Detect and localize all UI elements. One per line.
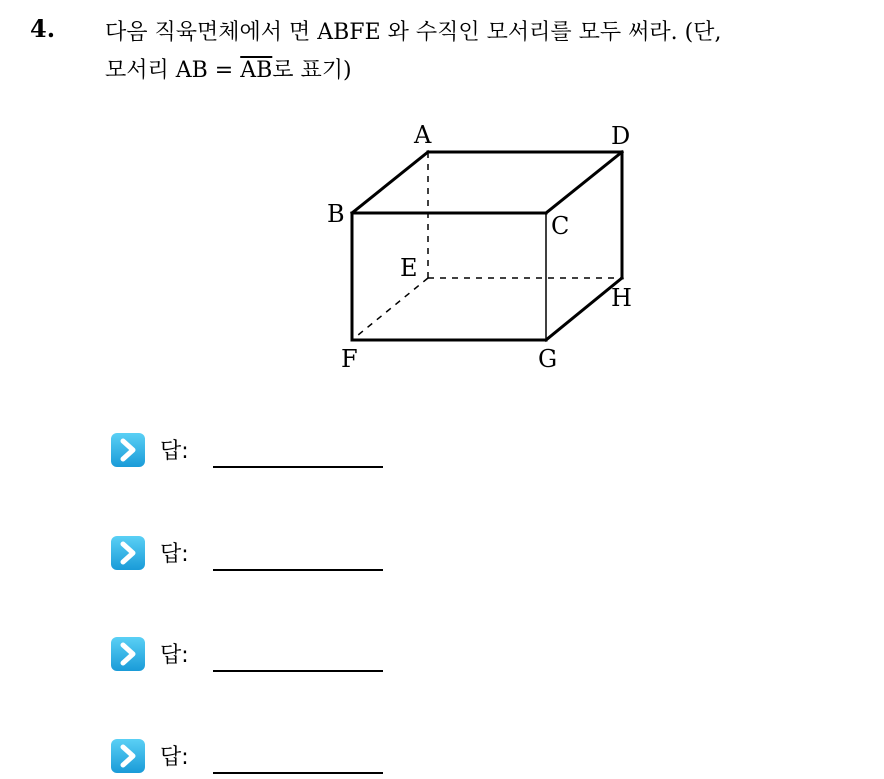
answer-label: 답: <box>160 643 189 668</box>
vertex-label-h: H <box>611 284 632 312</box>
edge-ab <box>352 152 428 213</box>
question-line-1: 다음 직육면체에서 면 ABFE 와 수직인 모서리를 모두 써라. (단, <box>105 20 722 45</box>
answer-label: 답: <box>160 745 189 770</box>
vertex-label-b: B <box>327 200 345 228</box>
question-line-2-prefix: 모서리 AB = <box>105 58 241 83</box>
answer-blank[interactable] <box>213 772 383 774</box>
overline-ab: $\overline{AB}$ <box>240 58 273 83</box>
answer-row <box>110 432 410 472</box>
answer-row <box>110 636 410 676</box>
vertex-label-e: E <box>400 254 418 282</box>
chevron-right-icon <box>110 432 146 468</box>
vertex-label-f: F <box>341 345 358 373</box>
answer-row <box>110 738 410 778</box>
vertex-label-c: C <box>551 212 570 240</box>
edge-ef <box>352 278 428 340</box>
answer-blank[interactable] <box>213 569 383 571</box>
answer-label: 답: <box>160 439 189 464</box>
chevron-right-icon <box>110 636 146 672</box>
vertex-label-d: D <box>611 122 631 150</box>
question-number: 4. <box>30 14 56 43</box>
vertex-label-a: A <box>414 121 432 149</box>
cuboid-figure <box>300 110 660 390</box>
question-text <box>105 14 875 90</box>
answer-blank[interactable] <box>213 670 383 672</box>
edge-dc <box>546 152 622 213</box>
answer-row <box>110 535 410 575</box>
vertex-label-g: G <box>538 345 558 373</box>
answer-label: 답: <box>160 542 189 567</box>
question-line-2-suffix: 로 표기) <box>272 58 352 83</box>
question-line-2 <box>105 52 875 90</box>
answer-blank[interactable] <box>213 466 383 468</box>
chevron-right-icon <box>110 738 146 774</box>
chevron-right-icon <box>110 535 146 571</box>
